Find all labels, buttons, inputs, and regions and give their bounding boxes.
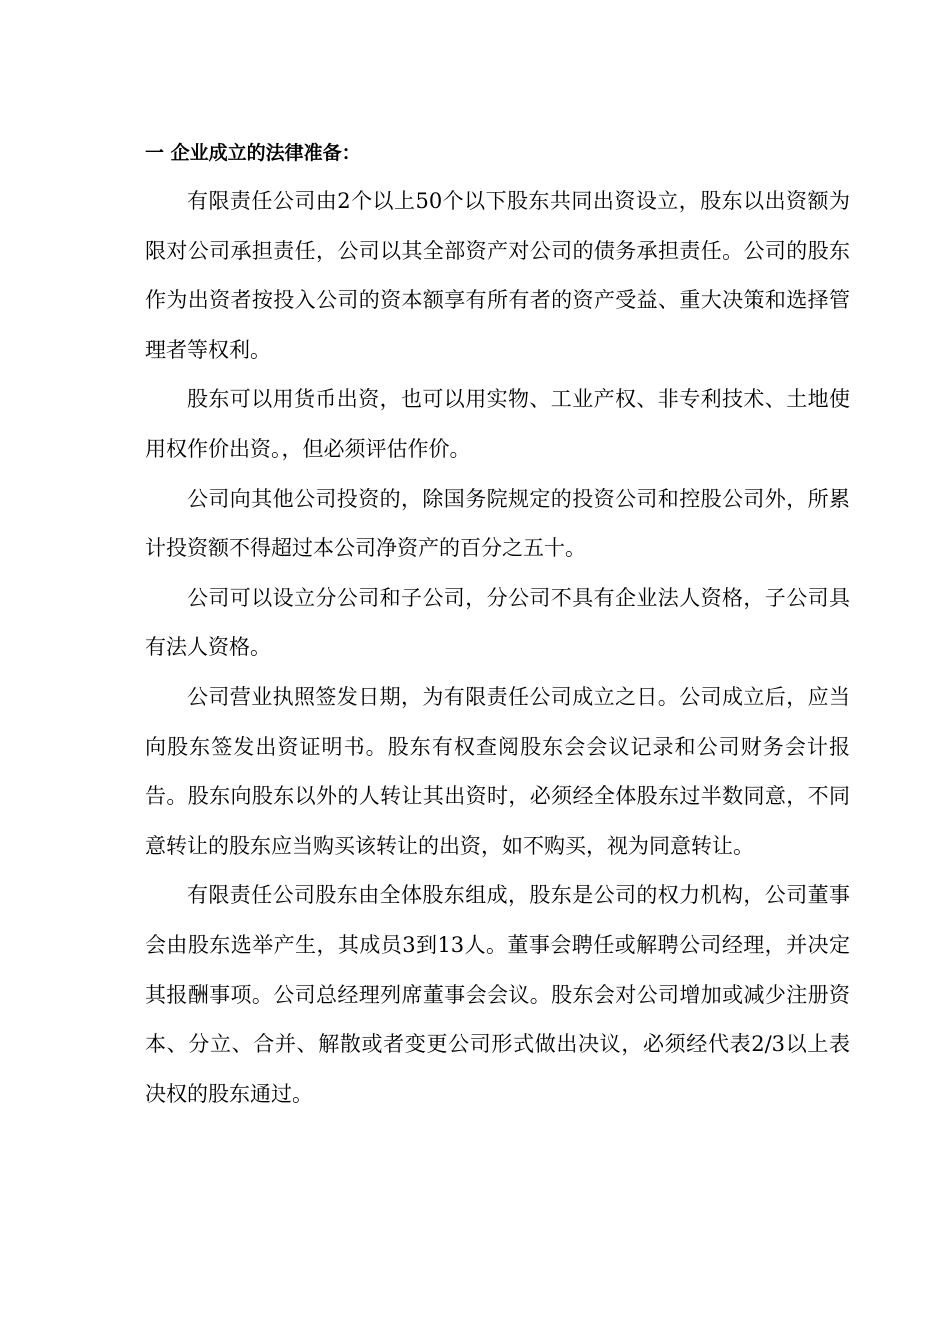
paragraph-governance: 有限责任公司股东由全体股东组成，股东是公司的权力机构，公司董事会由股东选举产生，其成员3到13人。董事会聘任或解聘公司经理，并决定其报酬事项。公司总经理列席董事会会议。股东会对公司增加或减少注册资本、分立、合并、解散或者变更公司形式做出决议，必须经代表2/3以上表决权的股东通过。 [145, 883, 850, 1106]
document-body [145, 135, 850, 1119]
paragraph-investment-limit: 公司向其他公司投资的，除国务院规定的投资公司和控股公司外，所累计投资额不得超过本公司净资产的百分之五十。 [145, 486, 850, 561]
section-heading: 一 企业成立的法律准备： [145, 142, 361, 164]
paragraph-capital-contribution: 股东可以用货币出资，也可以用实物、工业产权、非专利技术、土地使用权作价出资。，但必须评估作价。 [145, 387, 850, 461]
paragraph-branches-subsidiaries: 公司可以设立分公司和子公司，分公司不具有企业法人资格，子公司具有法人资格。 [145, 585, 850, 660]
paragraph-company-formation: 有限责任公司由2个以上50个以下股东共同出资设立，股东以出资额为限对公司承担责任，公司以其全部资产对公司的债务承担责任。公司的股东作为出资者按投入公司的资本额享有所有者的资产受益、重大决策和选择管理者等权利。 [145, 189, 850, 362]
paragraph-business-license: 公司营业执照签发日期，为有限责任公司成立之日。公司成立后，应当向股东签发出资证明书。股东有权查阅股东会会议记录和公司财务会计报告。股东向股东以外的人转让其出资时，必须经全体股东过半数同意，不同意转让的股东应当购买该转让的出资，如不购买，视为同意转让。 [145, 684, 850, 858]
